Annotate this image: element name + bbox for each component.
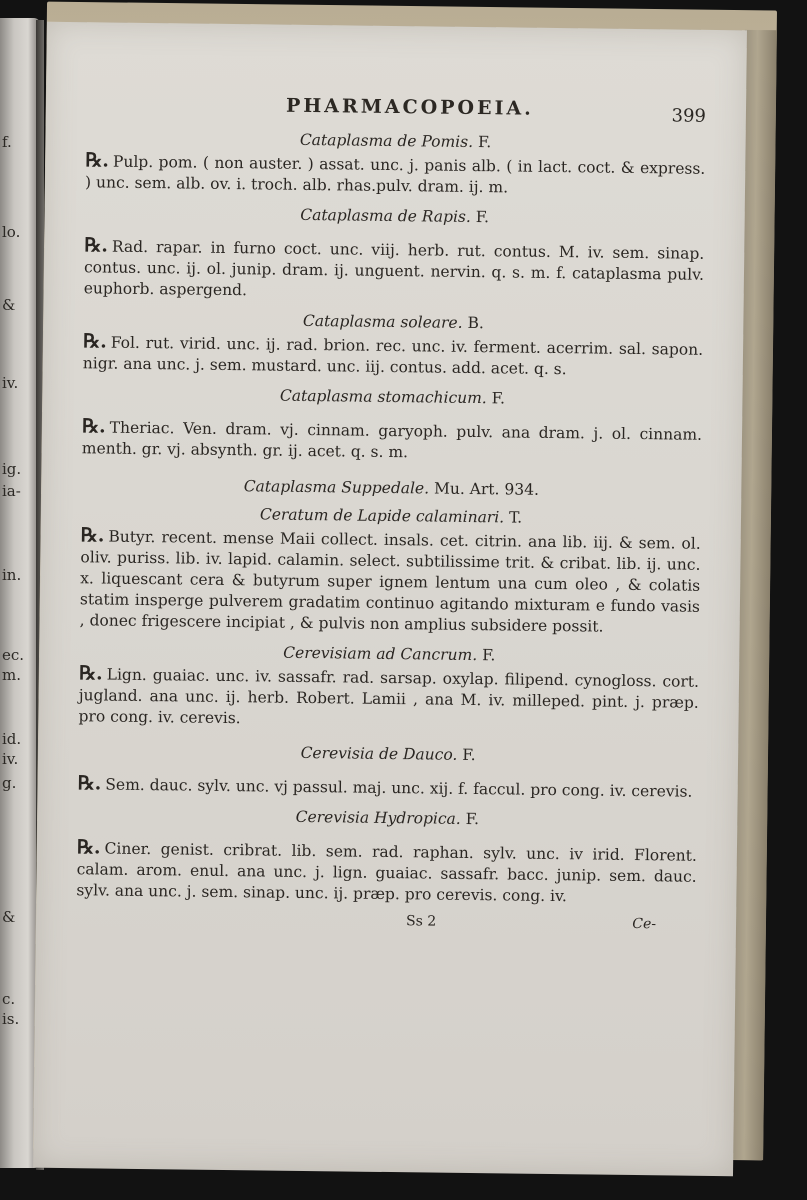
recipe-title-text: Cataplasma de Rapis. (300, 205, 471, 226)
running-title: PHARMACOPOEIA. (285, 94, 534, 120)
left-page-fragment: is. (2, 1010, 20, 1028)
left-page-fragment: f. (2, 133, 12, 151)
recipe-source-letter: T. (509, 508, 523, 527)
recipe-source-letter: F. (491, 389, 506, 408)
recipe-source-letter: Mu. Art. 934. (433, 479, 540, 499)
recipe-title-text: Cataplasma Suppedale. (243, 477, 430, 498)
recipe-title-text: Ceratum de Lapide calaminari. (259, 505, 505, 527)
left-page-fragment: id. (2, 730, 22, 748)
signature-mark: Ss 2 (405, 913, 437, 930)
catchword: Ce- (632, 915, 657, 933)
page-number: 399 (671, 105, 707, 127)
recipe-symbol: ℞. (80, 524, 105, 547)
recipe-text (76, 837, 697, 909)
recipe-body: Rad. rapar. in furno coct. unc. viij. herb. rut. contus. M. iv. sem. sinap. contus. unc. ij. ol. junip. dram. ij. unguent. nervin. q. s. m. f. cataplasma pulv. euphorb. aspergend. (83, 237, 705, 300)
recipe-source-letter: F. (475, 208, 490, 227)
left-page-fragment: in. (2, 566, 22, 584)
left-page-fragment: iv. (2, 750, 19, 768)
recipe-title-text: Cataplasma de Pomis. (299, 130, 474, 151)
left-page-fragment: iv. (2, 374, 19, 392)
recipe-source-letter: F. (465, 809, 480, 829)
recipe-symbol: ℞. (76, 836, 101, 859)
recipe-text (80, 525, 701, 639)
left-page-fragment: ig. (2, 460, 22, 478)
recipe-body: Fol. rut. virid. unc. ij. rad. brion. rec. unc. iv. ferment. acerrim. sal. sapon. nigr. ana unc. j. sem. mustard. unc. iij. contus. add. acet. q. s. (82, 333, 704, 379)
recipe-symbol: ℞. (85, 149, 110, 172)
recipe-title-text: Cataplasma soleare. (302, 311, 463, 332)
recipe-body: Ciner. genist. cribrat. lib. sem. rad. raphan. sylv. unc. iv irid. Florent. calam. arom. enul. ana unc. j. lign. guaiac. sassafr. bacc. junip. sem. dauc. sylv. ana unc. j. sem. sinap. unc. ij. præp. pro cerevis. cong. iv. (76, 839, 697, 906)
recipe-text (82, 416, 702, 467)
book-page (33, 22, 747, 1176)
recipe-title-text: Cerevisia de Dauco. (300, 743, 458, 764)
recipe-source-letter: F. (482, 646, 496, 665)
left-page-fragment: lo. (2, 223, 21, 241)
recipe-body: Butyr. recent. mense Maii collect. insals. cet. citrin. ana lib. iij. & sem. ol. oliv. puriss. lib. iv. lapid. calamin. select. subtilissime trit. & cribat. lib. ij. unc. x. liquescant cera & butyrum super ignem lentum una cum oleo , & colatis statim insperge pulverem gradatim continuo agitando mixturam e fundo vasis , donec frigescere incipiat , & pulvis non amplius subsidere possit. (79, 527, 701, 636)
recipe-source-letter: F. (477, 133, 492, 152)
recipe-title-text: Cerevisiam ad Cancrum. (283, 643, 478, 665)
page-footer (76, 909, 696, 939)
recipe-text (85, 150, 705, 201)
recipe-symbol: ℞. (78, 662, 103, 685)
recipe-title (81, 473, 701, 503)
recipe-body: Sem. dauc. sylv. unc. vj passul. maj. unc. xij. f. faccul. pro cong. iv. cerevis. (105, 775, 693, 801)
recipe-symbol: ℞. (84, 234, 109, 257)
recipe-body: Theriac. Ven. dram. vj. cinnam. garyoph. pulv. ana dram. j. ol. cinnam. menth. gr. vj. absynth. gr. ij. acet. q. s. m. (81, 418, 703, 462)
recipe-text (83, 331, 703, 382)
page-header (86, 84, 706, 128)
left-page-fragment: & (2, 908, 16, 926)
recipe-symbol: ℞. (81, 415, 106, 438)
recipe-title-text: Cataplasma stomachicum. (279, 386, 487, 408)
recipe-symbol: ℞. (77, 772, 102, 795)
recipe-text (78, 663, 699, 735)
recipe-source-letter: B. (467, 313, 484, 333)
left-page-fragment: ec. (2, 646, 25, 664)
recipe-symbol: ℞. (82, 330, 107, 353)
recipe-title-text: Cerevisia Hydropica. (295, 807, 461, 828)
left-page-fragment: ia- (2, 482, 21, 500)
recipe-text (84, 235, 705, 307)
recipe-body: Pulp. pom. ( non auster. ) assat. unc. j. panis alb. ( in lact. coct. & express. ) unc. sem. alb. ov. i. troch. alb. rhas.pulv. dram. ij. m. (84, 152, 706, 197)
recipe-body: Lign. guaiac. unc. iv. sassafr. rad. sarsap. oxylap. filipend. cynogloss. cort. jugland. ana unc. ij. herb. Robert. Lamii , ana M. iv. milleped. pint. j. præp. pro cong. iv. cerevis. (78, 665, 700, 728)
left-page-fragment: m. (2, 666, 21, 684)
recipe-source-letter: F. (462, 745, 476, 765)
left-page-fragment: g. (2, 774, 17, 792)
left-page-fragment: c. (2, 990, 16, 1008)
page-content (76, 84, 706, 939)
left-page-fragment: & (2, 296, 16, 314)
